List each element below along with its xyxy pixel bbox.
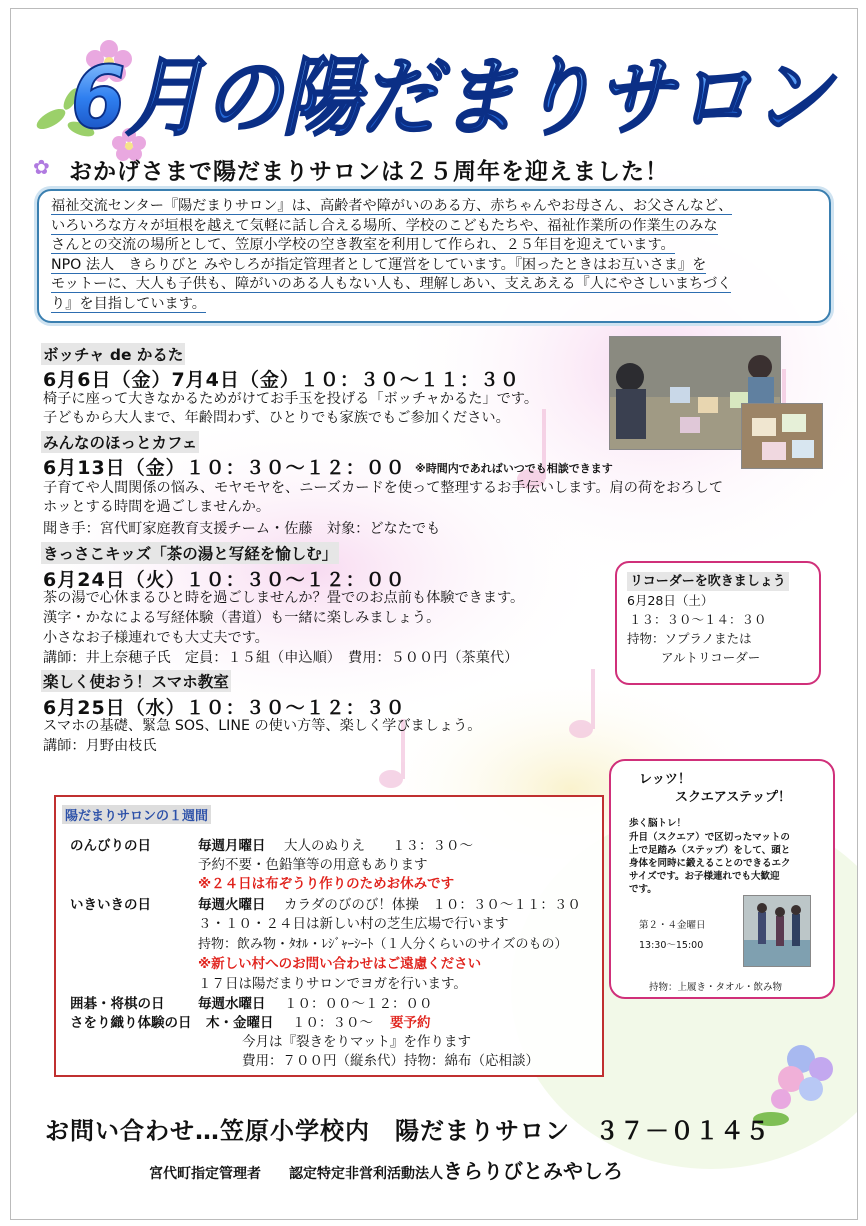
week-row-day: 毎週水曜日 bbox=[198, 996, 266, 1012]
event-text: 子どもから大人まで、年齢問わず、ひとりでも家族でもご参加ください。 bbox=[43, 410, 510, 426]
week-row-detail: 持物：飲み物・ﾀｵﾙ・ﾚｼﾞｬｰｼｰﾄ（１人分くらいのサイズのもの） bbox=[198, 937, 568, 952]
intro-line: NPO 法人 きらりびと みやしろが指定管理者として運営をしています。『困ったときはお互いさま』を bbox=[51, 256, 707, 273]
week-row-detail: １７日は陽だまりサロンでヨガを行います。 bbox=[198, 976, 467, 992]
event-text: ホッとする時間を過ごしませんか。 bbox=[43, 499, 271, 515]
event-heading: みんなのほっとカフェ bbox=[41, 431, 199, 453]
week-row-detail: カラダのびのび！体操 １０：３０～１１：３０ bbox=[284, 897, 581, 913]
square-desc: 升目（スクエア）で区切ったマットの bbox=[629, 832, 790, 843]
week-row-detail: ※新しい村へのお問い合わせはご遠慮ください bbox=[198, 956, 482, 972]
recorder-item: 持物：ソプラノまたは bbox=[627, 631, 752, 646]
week-row-detail: 予約不要・色鉛筆等の用意もあります bbox=[198, 857, 428, 873]
square-title: レッツ！ bbox=[639, 772, 691, 787]
intro-line: り』を目指しています。 bbox=[51, 295, 206, 312]
event-text: 講師：井上奈穂子氏 定員：１５組（申込順） 費用：５００円（茶菓代） bbox=[43, 650, 519, 666]
organization-name: きらりびとみやしろ bbox=[443, 1159, 623, 1183]
reservation-required-badge: 要予約 bbox=[390, 1015, 431, 1031]
flower-bullet-icon: ✿ bbox=[33, 155, 50, 179]
event-date: 6月25日（水）１０：３０～１２：３０ bbox=[43, 697, 406, 719]
recorder-item: アルトリコーダー bbox=[661, 650, 761, 665]
recorder-box bbox=[615, 561, 821, 685]
flyer-page bbox=[10, 8, 858, 1220]
square-desc: です。 bbox=[629, 884, 657, 895]
weekly-title: 陽だまりサロンの１週間 bbox=[62, 805, 211, 824]
event-heading: 楽しく使おう！スマホ教室 bbox=[41, 670, 231, 692]
recorder-title: リコーダーを吹きましょう bbox=[627, 572, 789, 591]
week-row-detail: 今月は『裂きをりマット』を作ります bbox=[242, 1034, 471, 1050]
week-row-name: さをり織り体験の日 bbox=[70, 1015, 192, 1031]
week-row-name: 囲碁・将棋の日 bbox=[70, 996, 165, 1012]
square-lead: 歩く脳トレ！ bbox=[629, 818, 687, 829]
week-row-detail: ３・１０・２４日は新しい村の芝生広場で行います bbox=[198, 916, 509, 932]
page-title bbox=[51, 47, 851, 157]
intro-line: 福祉交流センター『陽だまりサロン』は、高齢者や障がいのある方、赤ちゃんやお母さん、お父さんなど、 bbox=[51, 198, 733, 214]
event-heading: ボッチャ de かるた bbox=[41, 343, 185, 365]
event-text: 講師：月野由枝氏 bbox=[43, 738, 157, 754]
week-row-detail: ※２４日は布ぞうり作りのためお休みです bbox=[198, 876, 455, 892]
organization-line bbox=[149, 1155, 623, 1184]
event-text: スマホの基礎、緊急 SOS、LINE の使い方等、楽しく学びましょう。 bbox=[43, 718, 482, 734]
week-row-name: のんびりの日 bbox=[70, 838, 151, 854]
square-time: 13:30～15:00 bbox=[639, 940, 704, 951]
intro-line: さんとの交流の場所として、笠原小学校の空き教室を利用して作られ、２５年目を迎えています。 bbox=[51, 237, 675, 253]
week-row-detail: 費用：７００円（縦糸代）持物：綿布（応相談） bbox=[242, 1053, 539, 1069]
event-text: 椅子に座って大きなかるためがけてお手玉を投げる「ボッチャかるた」です。 bbox=[43, 391, 539, 407]
square-desc: サイズです。お子様連れでも大歓迎 bbox=[629, 871, 780, 882]
intro-line: いろいろな方々が垣根を越えて気軽に話し合える場所、学校のこどもたちや、福祉作業所の作業生のみな bbox=[51, 217, 718, 234]
event-text: 子育てや人間関係の悩み、モヤモヤを、ニーズカードを使って整理するお手伝いします。肩の荷をおろして bbox=[43, 480, 724, 496]
event-note: ※時間内であればいつでも相談できます bbox=[415, 462, 613, 475]
week-row-day: 毎週月曜日 bbox=[198, 838, 266, 854]
title-text: 6月の陽だまりサロン bbox=[71, 48, 837, 148]
square-title: スクエアステップ！ bbox=[675, 790, 791, 805]
week-row-detail: １０：３０～ bbox=[292, 1015, 373, 1031]
square-desc: 身体を同時に鍛えることのできるエク bbox=[629, 858, 791, 869]
square-items: 持物：上履き・タオル・飲み物 bbox=[649, 982, 783, 993]
event-date: 6月13日（金）１０：３０～１２：００ bbox=[43, 457, 406, 479]
week-row-name: いきいきの日 bbox=[70, 897, 151, 913]
event-text: 小さなお子様連れでも大丈夫です。 bbox=[43, 630, 269, 646]
week-row-day: 毎週火曜日 bbox=[198, 897, 266, 913]
square-step-box bbox=[609, 759, 835, 999]
event-text: 聞き手：宮代町家庭教育支援チーム・佐藤 対象：どなたでも bbox=[43, 521, 441, 537]
square-days: 第２・４金曜日 bbox=[639, 920, 706, 931]
recorder-date: 6月28日（土） bbox=[627, 593, 714, 608]
square-desc: 上で足踏み（ステップ）をして、頭と bbox=[629, 845, 791, 856]
organization-prefix: 宮代町指定管理者 認定特定非営利活動法人 bbox=[149, 1166, 443, 1182]
square-step-photo bbox=[743, 895, 811, 967]
recorder-time: １３：３０～１４：３０ bbox=[629, 612, 767, 627]
intro-line: モットーに、大人も子供も、障がいのある人もない人も、理解しあい、支えあえる『人にやさしいまちづく bbox=[51, 276, 732, 292]
contact-line: お問い合わせ…笠原小学校内 陽だまりサロン ３７－０１４５ bbox=[45, 1117, 770, 1145]
weekly-schedule-box bbox=[54, 795, 604, 1077]
week-row-detail: 大人のぬりえ １３：３０～ bbox=[284, 838, 473, 854]
intro-box bbox=[37, 189, 831, 323]
subtitle: おかげさまで陽だまりサロンは２５周年を迎えました！ bbox=[69, 159, 669, 185]
event-text: 茶の湯で心休まるひと時を過ごしませんか？畳でのお点前も体験できます。 bbox=[43, 590, 525, 606]
event-date: 6月24日（火）１０：３０～１２：００ bbox=[43, 569, 406, 591]
week-row-detail: １０：００～１２：００ bbox=[284, 996, 433, 1012]
event-date: 6月6日（金）7月4日（金）１０：３０～１１：３０ bbox=[43, 369, 520, 391]
karuta-photo bbox=[741, 403, 823, 469]
week-row-day: 木・金曜日 bbox=[206, 1015, 274, 1031]
event-heading: きっさこキッズ「茶の湯と写経を愉しむ」 bbox=[41, 542, 339, 564]
event-text: 漢字・かなによる写経体験（書道）も一緒に楽しみましょう。 bbox=[43, 610, 441, 626]
